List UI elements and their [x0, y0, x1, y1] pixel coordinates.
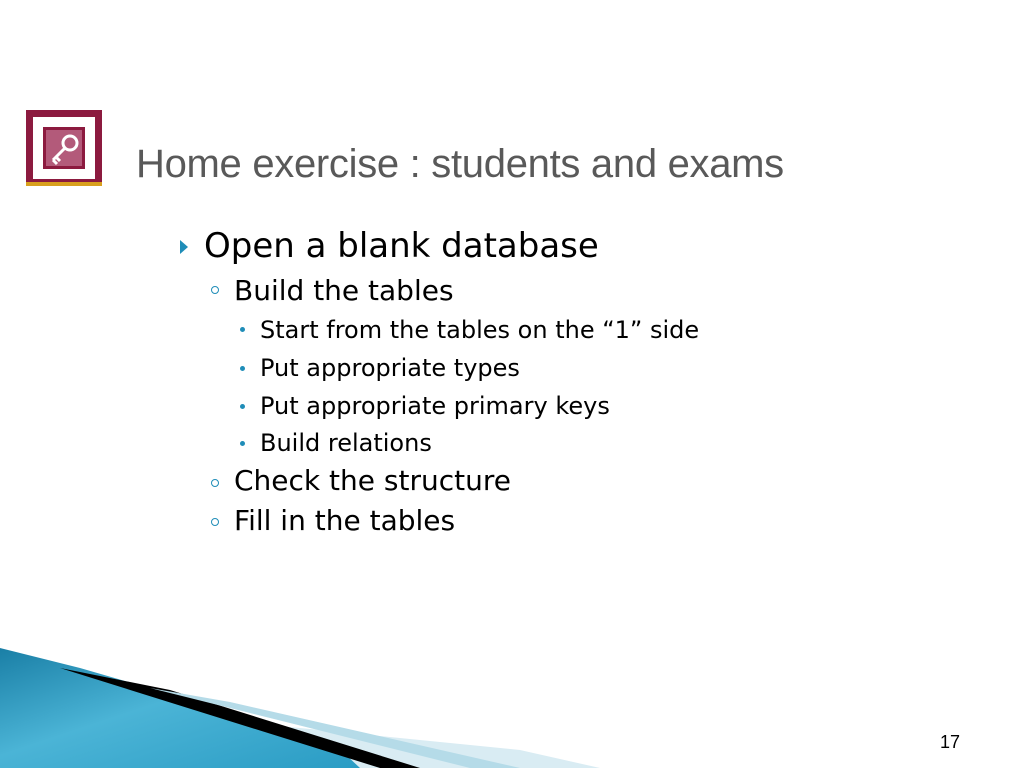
page-number: 17 — [940, 732, 961, 752]
access-key-icon — [26, 110, 102, 186]
bullet-text: Check the structure — [234, 464, 511, 497]
decorative-wave-band — [0, 640, 1024, 768]
ring-bullet-icon — [211, 479, 219, 487]
bullet-text: Put appropriate primary keys — [260, 392, 610, 420]
bullet-text: Build relations — [260, 429, 432, 457]
bullet-text: Open a blank database — [204, 226, 599, 266]
ring-bullet-icon — [211, 286, 219, 294]
dot-bullet-icon — [240, 441, 245, 446]
dot-bullet-icon — [240, 366, 245, 371]
bullet-text: Fill in the tables — [234, 504, 456, 537]
bullet-text: Start from the tables on the “1” side — [260, 316, 700, 344]
slide-title: Home exercise : students and exams — [136, 142, 784, 186]
bullet-text: Build the tables — [234, 274, 454, 307]
bullet-text: Put appropriate types — [260, 354, 520, 382]
ring-bullet-icon — [211, 518, 219, 526]
dot-bullet-icon — [240, 327, 245, 332]
triangle-bullet-icon — [180, 240, 188, 254]
dot-bullet-icon — [240, 404, 245, 409]
